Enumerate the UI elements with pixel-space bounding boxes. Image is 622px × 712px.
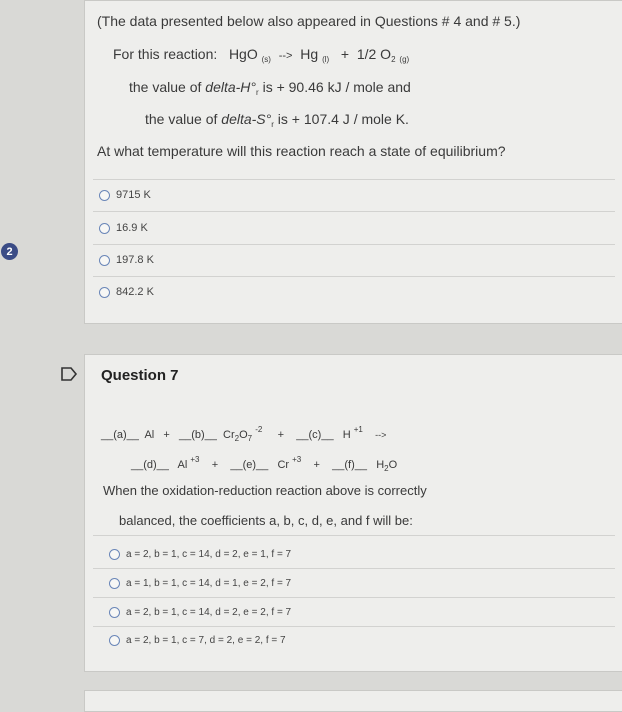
q7-option-1[interactable] <box>109 549 291 560</box>
q7-prompt-line-1: When the oxidation-reduction reaction above is correctly <box>103 483 427 498</box>
charge: +3 <box>292 455 302 464</box>
radio-button[interactable] <box>99 223 110 234</box>
q6-reaction <box>113 46 409 64</box>
q6-option-2[interactable] <box>99 222 148 234</box>
reactant-state: (s) <box>261 55 271 64</box>
question-number-badge[interactable]: 2 <box>1 243 18 260</box>
coef-b: __(b)__ <box>179 429 217 441</box>
question-6-card <box>84 0 622 324</box>
option-label: a = 2, b = 1, c = 14, d = 2, e = 1, f = 7 <box>126 549 292 560</box>
plus-sign: + <box>277 429 285 441</box>
reactant-hgo: HgO <box>228 46 258 62</box>
option-divider <box>93 568 615 569</box>
q7-option-3[interactable] <box>109 607 291 618</box>
o2-subscript: 2 <box>391 55 396 64</box>
flag-question-icon[interactable] <box>60 367 78 381</box>
coef-a: __(a)__ <box>101 429 139 441</box>
option-divider <box>93 597 615 598</box>
delta-s-subscript: r <box>271 120 274 129</box>
subscript: 7 <box>247 434 253 443</box>
q6-delta-s <box>145 111 409 129</box>
radio-button[interactable] <box>109 635 120 646</box>
option-label: 9715 K <box>116 189 151 201</box>
option-label: 16.9 K <box>116 222 148 234</box>
option-label: 842.2 K <box>116 286 154 298</box>
question-7-heading: Question 7 <box>101 367 179 384</box>
q7-equation-reactants <box>101 425 386 443</box>
option-label: a = 2, b = 1, c = 7, d = 2, e = 2, f = 7 <box>126 635 286 646</box>
option-divider <box>93 211 615 212</box>
plus-sign: + <box>340 46 350 62</box>
species-h: H <box>342 429 351 441</box>
delta-h-prefix: the value of <box>129 79 206 95</box>
radio-button[interactable] <box>99 190 110 201</box>
option-divider <box>93 244 615 245</box>
option-label: a = 2, b = 1, c = 14, d = 2, e = 2, f = 7 <box>126 607 292 618</box>
question-8-card-partial <box>84 690 622 712</box>
q6-prompt: At what temperature will this reaction reach a state of equilibrium? <box>97 143 506 159</box>
delta-h-subscript: r <box>256 88 259 97</box>
charge: +3 <box>190 455 200 464</box>
species-cr2o7: Cr <box>223 429 235 441</box>
reaction-arrow: --> <box>375 430 387 440</box>
delta-s-prefix: the value of <box>145 111 222 127</box>
radio-button[interactable] <box>109 549 120 560</box>
coef-e: __(e)__ <box>230 459 269 471</box>
plus-sign: + <box>211 459 219 471</box>
species-h2o: H <box>376 459 385 471</box>
product-hg-state: (l) <box>322 55 330 64</box>
coef-f: __(f)__ <box>332 459 368 471</box>
q6-option-1[interactable] <box>99 189 151 201</box>
subscript: 2 <box>384 464 389 473</box>
subscript: 2 <box>234 434 240 443</box>
product-o2: 1/2 O <box>356 46 392 62</box>
q7-equation-products <box>131 455 397 473</box>
q7-option-2[interactable] <box>109 578 291 589</box>
delta-s-symbol: delta-S° <box>221 111 272 127</box>
option-divider <box>93 179 615 180</box>
q6-option-4[interactable] <box>99 286 154 298</box>
species-h2o-o: O <box>388 459 398 471</box>
product-hg: Hg <box>300 46 319 62</box>
delta-h-symbol: delta-H° <box>205 79 257 95</box>
plus-sign: + <box>313 459 320 471</box>
q6-option-3[interactable] <box>99 254 154 266</box>
coef-c: __(c)__ <box>296 429 334 441</box>
radio-button[interactable] <box>109 578 120 589</box>
question-7-card <box>84 354 622 672</box>
species-cr2o7-o: O <box>239 429 248 441</box>
q6-intro: (The data presented below also appeared in Questions # 4 and # 5.) <box>97 13 521 29</box>
charge: +1 <box>353 425 363 434</box>
coef-d: __(d)__ <box>131 459 169 471</box>
option-divider <box>93 626 615 627</box>
charge: -2 <box>255 425 263 434</box>
q6-delta-h <box>129 79 411 97</box>
radio-button[interactable] <box>109 607 120 618</box>
radio-button[interactable] <box>99 255 110 266</box>
species-al: Al <box>177 459 188 471</box>
species-al: Al <box>144 429 155 441</box>
delta-s-value: is + 107.4 J / mole K. <box>273 111 409 127</box>
q7-prompt-line-2: balanced, the coefficients a, b, c, d, e, and f will be: <box>119 513 413 528</box>
option-divider <box>93 535 615 536</box>
reaction-arrow: --> <box>278 50 293 62</box>
reaction-prefix: For this reaction: <box>113 46 218 62</box>
radio-button[interactable] <box>99 287 110 298</box>
species-cr: Cr <box>277 459 290 471</box>
option-divider <box>93 276 615 277</box>
delta-h-value: is + 90.46 kJ / mole and <box>258 79 411 95</box>
plus-sign: + <box>163 429 170 441</box>
option-label: 197.8 K <box>116 254 154 266</box>
q7-option-4[interactable] <box>109 635 286 646</box>
option-label: a = 1, b = 1, c = 14, d = 1, e = 2, f = 7 <box>126 578 292 589</box>
product-o2-state: (g) <box>399 55 410 64</box>
